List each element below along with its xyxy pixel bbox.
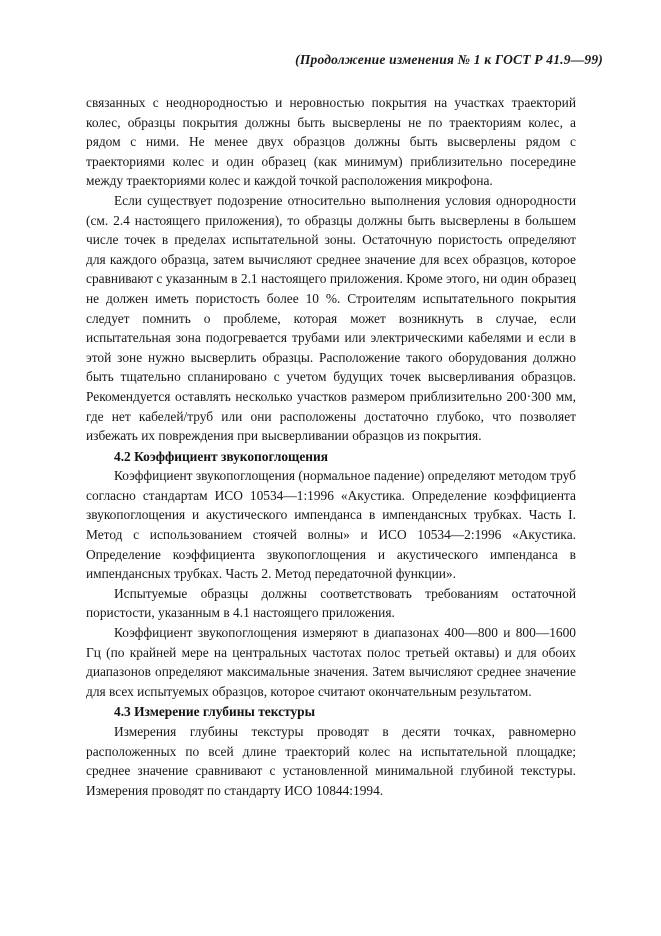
paragraph: Если существует подозрение относительно выполнения условия однородности (см. 2.4 настоящего приложения), то образцы должны быть высверлены в большем числе точек в пределах испытательной зоны. Остаточную пористость определяют для каждого образца, затем вычисляют среднее значение для всех образцов, которое сравнивают с указанным в 2.1 настоящего приложения. Кроме этого, ни один образец не должен иметь пористость более 10 %. Строителям испытательного покрытия следует помнить о проблеме, которая может возникнуть в случае, если испытательная зона подогревается трубами или электрическими кабелями и если в этой зоне нужно высверлить образцы. Расположение такого оборудования должно быть тщательно спланировано с учетом будущих точек высверливания образцов. Рекомендуется оставлять несколько участков размером приблизительно 200·300 мм, где нет кабелей/труб или они расположены достаточно глубоко, что позволяет избежать их повреждения при высверливании образцов из покрытия. xyxy=(86,192,576,444)
page-header: (Продолжение изменения № 1 к ГОСТ Р 41.9—99) xyxy=(295,52,603,67)
section-heading-4-2: 4.2 Коэффициент звукопоглощения xyxy=(114,448,328,464)
paragraph: Измерения глубины текстуры проводят в десяти точках, равномерно расположенных по всей длине траекторий колес на испытательной площадке; среднее значение сравнивают с установленной минимальной глубиной текстуры. Измерения проводят по стандарту ИСО 10844:1994. xyxy=(86,724,576,798)
paragraph: связанных с неоднородностью и неровностью покрытия на участках траекторий колес, образцы покрытия должны быть высверлены не по траекториям колес, а рядом с ними. Не менее двух образцов должны быть высверлены рядом с траекториями колес и один образец (как минимум) приблизительно посередине между траекториями колес и каждой точкой расположения микрофона. xyxy=(86,95,576,189)
section-heading-4-3: 4.3 Измерение глубины текстуры xyxy=(114,704,316,720)
paragraph: Коэффициент звукопоглощения измеряют в диапазонах 400—800 и 800—1600 Гц (по крайней мере на центральных частотах полос третьей октавы) и для обоих диапазонов определяют максимальные значения. Затем вычисляют среднее значение для всех испытуемых образцов, которое считают окончательным результатом. xyxy=(86,625,576,699)
paragraph: Коэффициент звукопоглощения (нормальное падение) определяют методом труб согласно стандартам ИСО 10534—1:1996 «Акустика. Определение коэффициента звукопоглощения и акустического импенданса в импендансных трубках. Часть I. Метод с использованием стоячей волны» и ИСО 10534—2:1996 «Акустика. Определение коэффициента звукопоглощения и акустического импенданса в импендансных трубках. Часть 2. Метод передаточной функции». xyxy=(86,468,576,582)
paragraph: Испытуемые образцы должны соответствовать требованиям остаточной пористости, указанным в 4.1 настоящего приложения. xyxy=(86,585,576,621)
document-body xyxy=(86,93,576,800)
